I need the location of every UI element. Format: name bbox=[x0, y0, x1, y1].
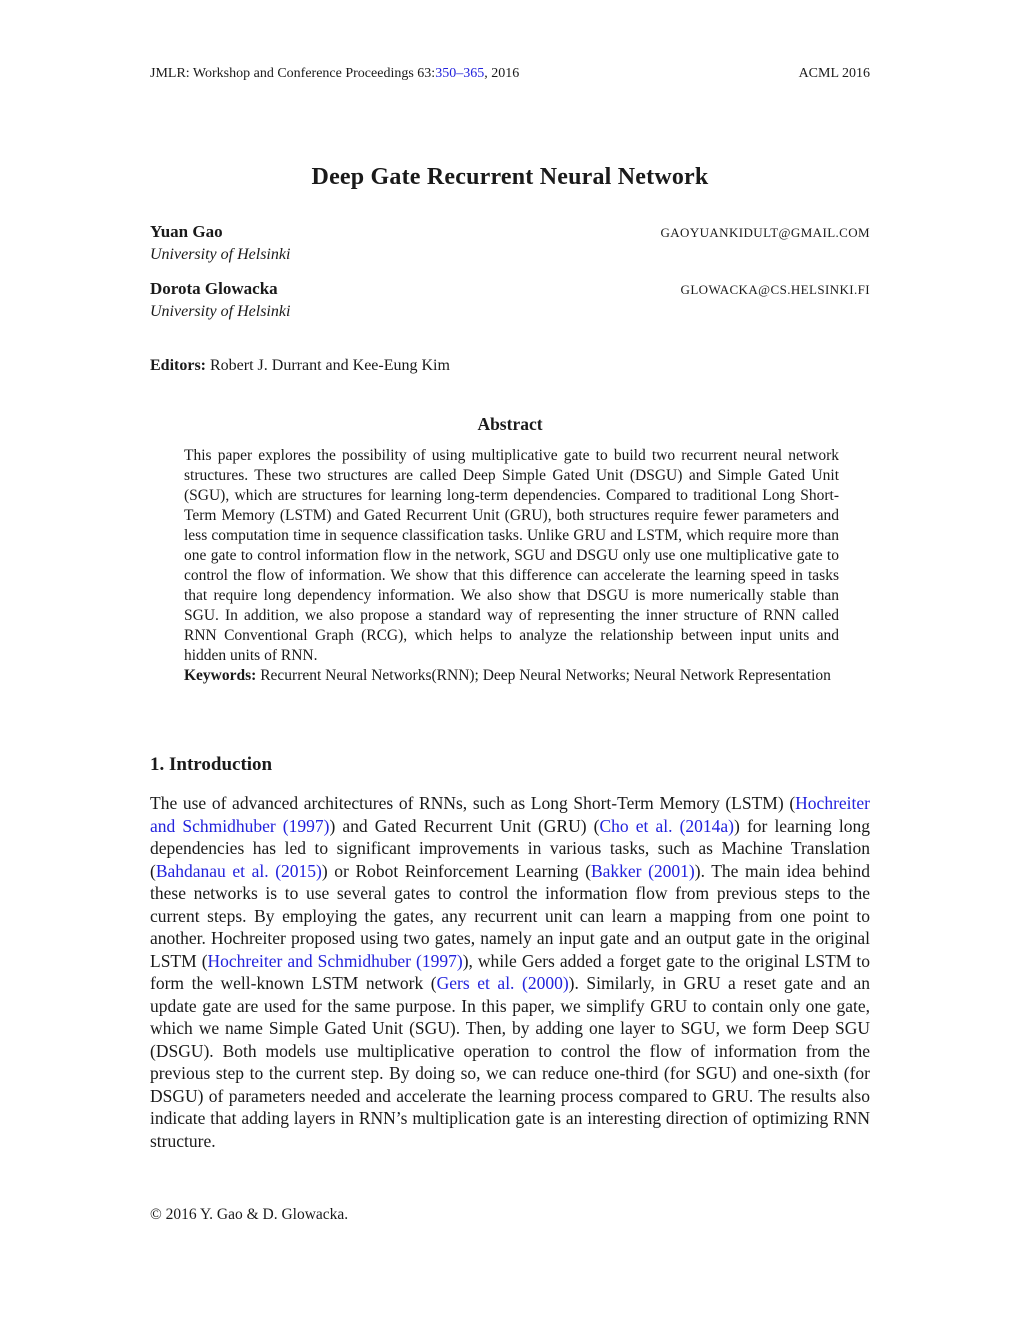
author-block bbox=[150, 279, 870, 321]
text-segment: ) or Robot Reinforcement Learning ( bbox=[321, 860, 591, 881]
author-block bbox=[150, 222, 870, 264]
text-segment: JMLR: Workshop and Conference Proceedings 63: bbox=[150, 66, 436, 81]
paper-title: Deep Gate Recurrent Neural Network bbox=[311, 164, 709, 190]
text-segment: ). Similarly, in GRU a reset gate and an update gate are used for the same purpose. In this paper, we simplify GRU to contain only one gate, which we name Simple Gated Unit (SGU). Then, by adding one layer to SGU, we form Deep SGU (DSGU). Both models use multiplicative operation to control the flow of information from the previous step to the current step. By doing so, we can reduce one-third (for SGU) and one-sixth (for DSGU) of parameters needed and accelerate the learning process compared to GRU. The results also indicate that adding layers in RNN’s multiplication gate is an interesting direction of optimizing RNN structure. bbox=[150, 973, 870, 1151]
citation-link[interactable]: Hochreiter and Schmidhuber (1997) bbox=[150, 793, 870, 836]
text-segment: , 2016 bbox=[484, 66, 520, 81]
text-segment: ). The main idea behind these networks is to use several gates to control the information flow from previous steps to the current steps. By employing the gates, any recurrent unit can learn a mapping from one point to another. Hochreiter proposed using two gates, namely an input gate and an output gate in the original LSTM ( bbox=[150, 860, 870, 971]
editors-line bbox=[150, 357, 870, 375]
running-header bbox=[150, 66, 870, 82]
author-affiliation: University of Helsinki bbox=[150, 246, 291, 263]
author-affiliation: University of Helsinki bbox=[150, 303, 291, 320]
journal-reference bbox=[150, 66, 519, 82]
citation-link[interactable]: 350–365 bbox=[435, 66, 485, 81]
citation-link[interactable]: Gers et al. (2000) bbox=[436, 973, 569, 993]
section-heading-introduction: 1. Introduction bbox=[150, 754, 273, 775]
abstract-body bbox=[184, 446, 839, 686]
introduction-paragraph bbox=[150, 792, 870, 1152]
abstract-heading: Abstract bbox=[477, 414, 543, 434]
keywords-text: Recurrent Neural Networks(RNN); Deep Neural Networks; Neural Network Representation bbox=[256, 667, 831, 684]
author-list bbox=[150, 222, 870, 336]
conference-label: ACML 2016 bbox=[798, 66, 870, 81]
citation-link[interactable]: Bakker (2001) bbox=[590, 860, 695, 881]
copyright-notice: © 2016 Y. Gao & D. Glowacka. bbox=[150, 1206, 349, 1223]
keywords-label: Keywords: bbox=[184, 667, 257, 684]
text-segment: ) for learning long dependencies has led to significant improvements in various tasks, such as Machine Translation ( bbox=[150, 815, 870, 881]
author-name: Dorota Glowacka bbox=[150, 279, 278, 298]
author-email: GLOWACKA@CS.HELSINKI.FI bbox=[680, 282, 870, 297]
citation-link[interactable]: Hochreiter and Schmidhuber (1997) bbox=[207, 950, 463, 971]
text-segment: The use of advanced architectures of RNNs, such as Long Short-Term Memory (LSTM) ( bbox=[150, 793, 796, 813]
editors-label: Editors: bbox=[150, 357, 206, 374]
citation-link[interactable]: Cho et al. (2014a) bbox=[599, 815, 735, 836]
author-name: Yuan Gao bbox=[150, 222, 223, 241]
text-segment: ) and Gated Recurrent Unit (GRU) ( bbox=[329, 815, 600, 836]
abstract-text: This paper explores the possibility of using multiplicative gate to build two recurrent neural network structures. These two structures are called Deep Simple Gated Unit (DSGU) and Simple Gated Unit (SGU), which are structures for learning long-term dependencies. Compared to traditional Long Short-Term Memory (LSTM) and Gated Recurrent Unit (GRU), both structures require fewer parameters and less computation time in sequence classification tasks. Unlike GRU and LSTM, which require more than one gate to control information flow in the network, SGU and DSGU only use one multiplicative gate to control the flow of information. We show that this difference can accelerate the learning speed in tasks that require long dependency information. We also show that DSGU is more numerically stable than SGU. In addition, we also propose a standard way of representing the inner structure of RNN called RNN Conventional Graph (RCG), which helps to analyze the relationship between input units and hidden units of RNN. bbox=[184, 447, 839, 664]
text-segment: ), while Gers added a forget gate to the original LSTM to form the well-known LSTM network ( bbox=[150, 950, 871, 993]
keywords-line bbox=[184, 666, 839, 686]
editors-names: Robert J. Durrant and Kee-Eung Kim bbox=[206, 357, 450, 374]
author-email: GAOYUANKIDULT@GMAIL.COM bbox=[660, 225, 870, 240]
citation-link[interactable]: Bahdanau et al. (2015) bbox=[155, 860, 322, 881]
